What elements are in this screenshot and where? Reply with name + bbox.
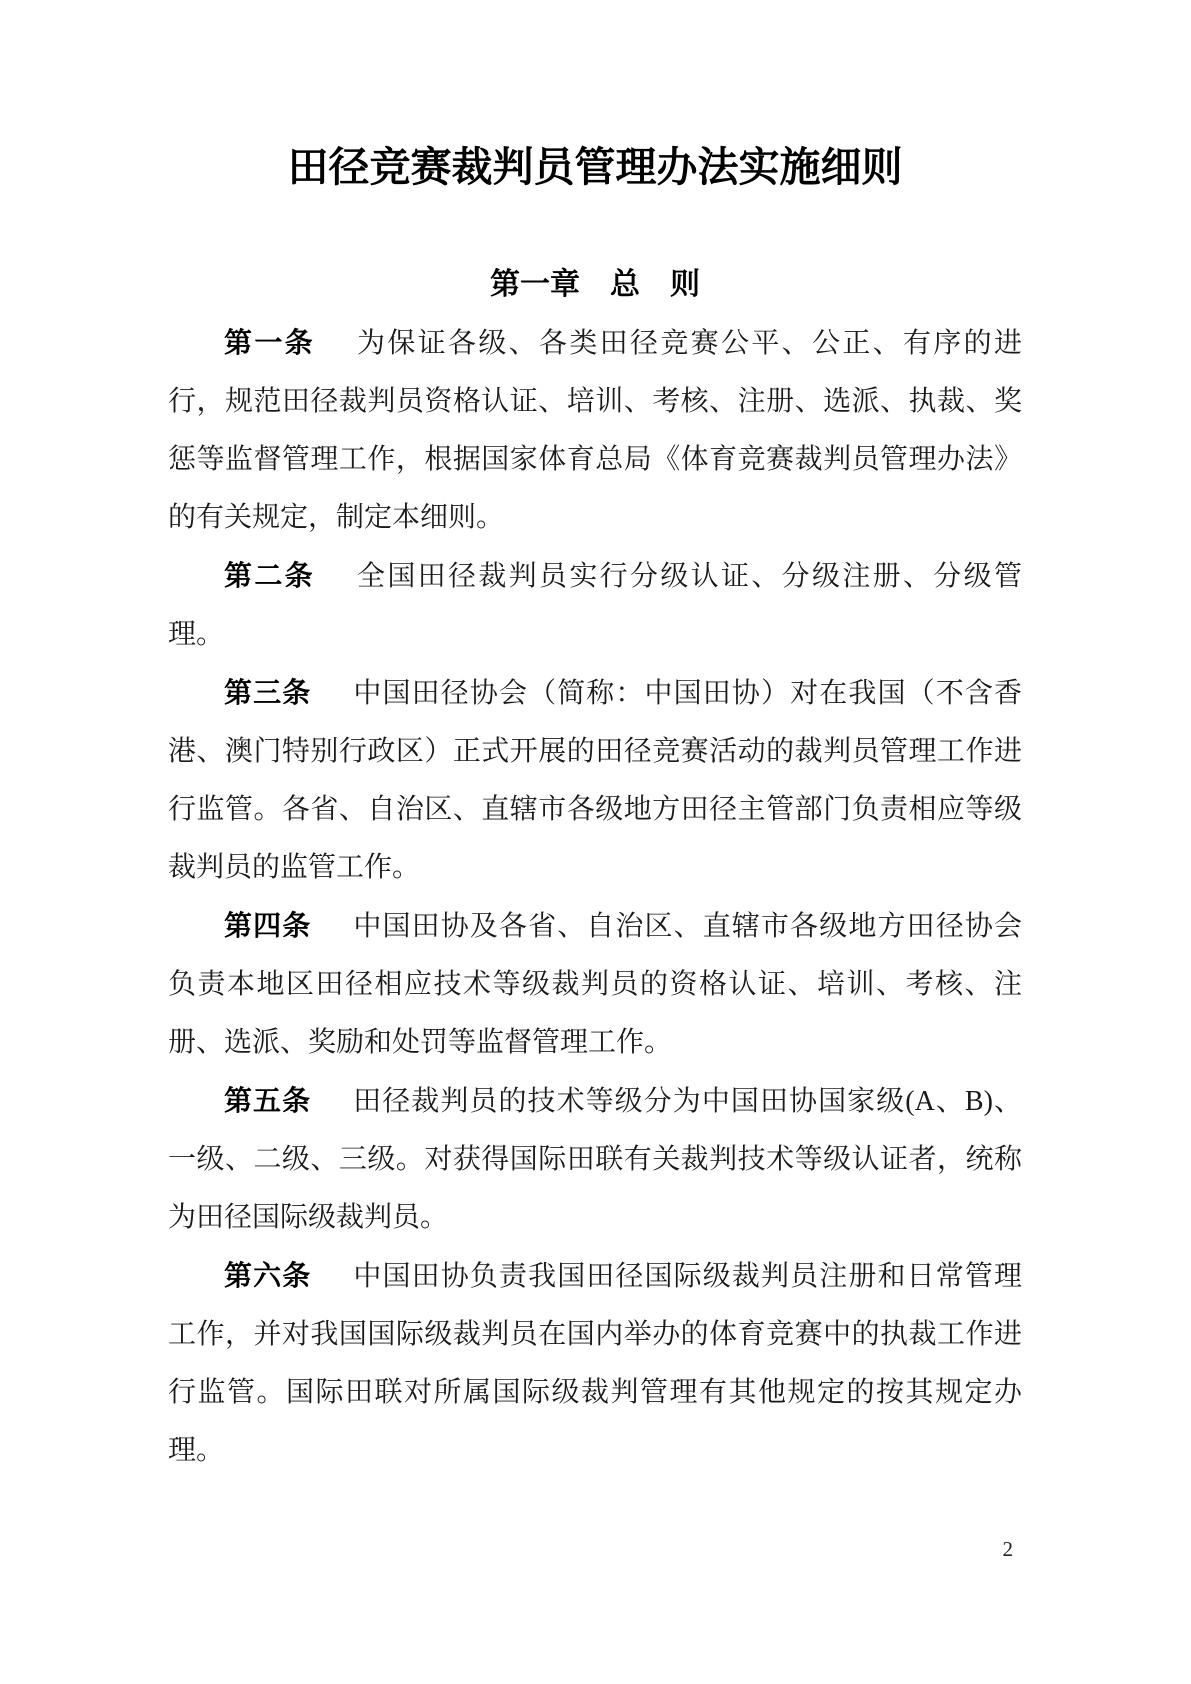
article-paragraph-1 — [168, 314, 1022, 547]
article-6-text: 中国田协负责我国田径国际级裁判员注册和日常管理工作，并对我国国际级裁判员在国内举办的体育竞赛中的执裁工作进行监管。国际田联对所属国际级裁判管理有其他规定的按其规定办理。 — [168, 1261, 1022, 1466]
article-6-number: 第六条 — [224, 1260, 312, 1291]
article-2-text: 全国田径裁判员实行分级认证、分级注册、分级管理。 — [168, 561, 1022, 650]
article-3-text: 中国田径协会（简称：中国田协）对在我国（不含香港、澳门特别行政区）正式开展的田径竞赛活动的裁判员管理工作进行监管。各省、自治区、直辖市各级地方田径主管部门负责相应等级裁判员的监管工作。 — [168, 678, 1022, 883]
article-5-text: 田径裁判员的技术等级分为中国田协国家级(A、B)、一级、二级、三级。对获得国际田联有关裁判技术等级认证者，统称为田径国际级裁判员。 — [168, 1086, 1022, 1233]
article-2-number: 第二条 — [224, 560, 315, 591]
article-3-number: 第三条 — [224, 677, 312, 708]
article-1-text: 为保证各级、各类田径竞赛公平、公正、有序的进行，规范田径裁判员资格认证、培训、考核、注册、选派、执裁、奖惩等监督管理工作，根据国家体育总局《体育竞赛裁判员管理办法》的有关规定，制定本细则。 — [168, 328, 1022, 533]
article-5-number: 第五条 — [224, 1085, 312, 1116]
page-number: 2 — [1002, 1537, 1013, 1561]
document-title: 田径竞赛裁判员管理办法实施细则 — [287, 144, 903, 190]
article-paragraph-2 — [168, 547, 1022, 664]
article-paragraph-3 — [168, 664, 1022, 897]
chapter-heading: 第一章 总 则 — [490, 268, 700, 301]
document-body — [168, 314, 1022, 1480]
article-4-number: 第四条 — [224, 910, 312, 941]
article-paragraph-5 — [168, 1072, 1022, 1247]
article-4-text: 中国田协及各省、自治区、直辖市各级地方田径协会负责本地区田径相应技术等级裁判员的资格认证、培训、考核、注册、选派、奖励和处罚等监督管理工作。 — [168, 911, 1022, 1058]
article-paragraph-4 — [168, 897, 1022, 1072]
article-paragraph-6 — [168, 1247, 1022, 1480]
article-1-number: 第一条 — [224, 327, 315, 358]
